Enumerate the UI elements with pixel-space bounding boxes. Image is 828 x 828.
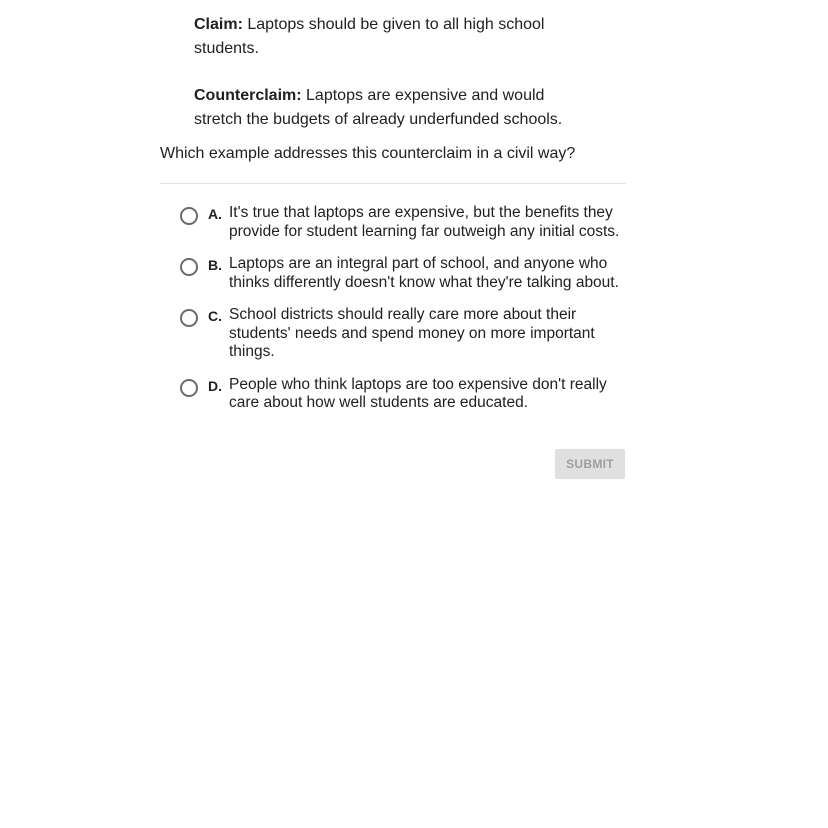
claim	[194, 13, 594, 60]
counterclaim-text: Laptops are expensive and would stretch the budgets of already underfunded schools.	[194, 87, 563, 128]
option-c[interactable]	[180, 306, 640, 362]
option-b[interactable]	[180, 255, 640, 292]
option-text: School districts should really care more about their students' needs and spend money on more important things.	[229, 306, 595, 360]
claim-text: Laptops should be given to all high school students.	[194, 16, 545, 57]
option-text: People who think laptops are too expensive don't really care about how well students are educated.	[229, 375, 607, 411]
option-letter: C.	[208, 308, 222, 324]
option-text: Laptops are an integral part of school, and anyone who thinks differently doesn't know what they're talking about.	[229, 255, 619, 291]
divider	[160, 183, 626, 184]
counterclaim	[194, 84, 594, 131]
question-prompt: Which example addresses this counterclaim in a civil way?	[160, 145, 576, 162]
option-a[interactable]	[180, 204, 640, 241]
counterclaim-label: Counterclaim:	[194, 87, 302, 104]
submit-button[interactable]: SUBMIT	[555, 449, 625, 479]
option-letter: B.	[208, 257, 222, 273]
option-d[interactable]	[180, 376, 640, 413]
option-letter: A.	[208, 206, 222, 222]
radio-button-icon[interactable]	[180, 379, 198, 397]
radio-button-icon[interactable]	[180, 258, 198, 276]
answer-options	[180, 204, 640, 427]
option-text: It's true that laptops are expensive, but the benefits they provide for student learning far outweigh any initial costs.	[229, 204, 620, 240]
claim-label: Claim:	[194, 16, 243, 33]
passage	[194, 13, 594, 131]
option-letter: D.	[208, 377, 222, 394]
radio-button-icon[interactable]	[180, 207, 198, 225]
radio-button-icon[interactable]	[180, 309, 198, 327]
